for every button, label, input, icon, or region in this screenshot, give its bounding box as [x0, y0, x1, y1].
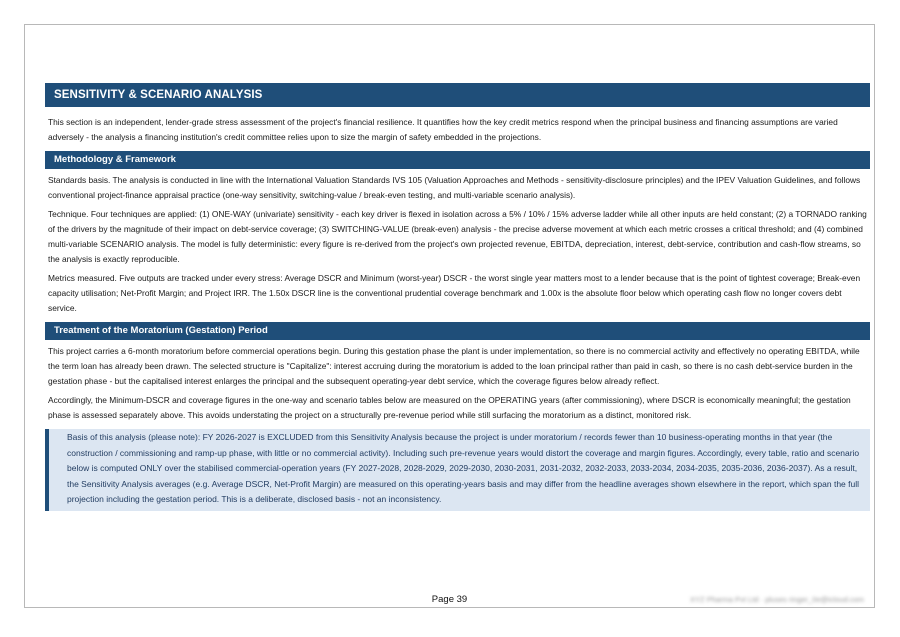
methodology-paragraph-technique: Technique. Four techniques are applied: (1) ONE-WAY (univariate) sensitivity - each key driver is flexed in isolation across a 5% / 10% / 15% adverse ladder while all other inputs are held constant; (2) a TORNADO ranking of the drivers by the magnitude of their impact on debt-service coverage; (3) SWITCHING-VALUE (break-even) analysis - the precise adverse movement at which each metric crosses a critical threshold; and (4) combined multi-variable SCENARIO analysis. The model is fully deterministic: every figure is re-derived from the project's own projected revenue, EBITDA, depreciation, interest, debt-service, contribution and cash-flow streams, so the analysis is exactly reproducible.	[48, 209, 867, 264]
basis-note-text: Basis of this analysis (please note): FY 2026-2027 is EXCLUDED from this Sensitivity Analysis because the project is under moratorium / records fewer than 10 business-operating months in that year (the construction / commissioning and ramp-up phase, with little or no commercial activity). Including such pre-revenue years would distort the coverage and margin figures. Accordingly, every table, ratio and scenario below is computed ONLY over the stabilised commercial-operation years (FY 2027-2028, 2028-2029, 2029-2030, 2030-2031, 2031-2032, 2032-2033, 2033-2034, 2034-2035, 2035-2036, 2036-2037). As a result, the Sensitivity Analysis averages (e.g. Average DSCR, Net-Profit Margin) are measured on this operating-years basis and may differ from the headline averages shown elsewhere in the report, which span the full projection including the gestation period. This is a deliberate, disclosed basis - not an inconsistency.	[67, 432, 860, 504]
footer-company-email: XYZ Pharma Pvt Ltd · pluses ringer_0e@icloud.com	[690, 595, 864, 604]
moratorium-paragraph-accordingly: Accordingly, the Minimum-DSCR and coverage figures in the one-way and scenario tables below are measured on the OPERATING years (after commissioning), where DSCR is economically meaningful; the gestation phase is assessed separately above. This avoids understating the project on a structurally pre-revenue period while still surfacing the moratorium as a distinct, monitored risk.	[48, 395, 851, 420]
basis-note-callout	[45, 429, 870, 511]
moratorium-heading: Treatment of the Moratorium (Gestation) Period	[45, 322, 870, 340]
intro-paragraph: This section is an independent, lender-grade stress assessment of the project's financial resilience. It quantifies how the key credit metrics respond when the principal business and financing assumptions are varied adversely - the analysis a financing institution's credit committee relies upon to size the margin of safety embedded in the projections.	[48, 117, 838, 142]
page-content	[45, 83, 870, 511]
moratorium-paragraph-structure: This project carries a 6-month moratorium before commercial operations begin. During this gestation phase the plant is under implementation, so there is no commercial activity and effectively no operating EBITDA, while the term loan has already been drawn. The selected structure is "Capitalize": interest accruing during the moratorium is added to the loan principal rather than paid in cash, so there is no cash debt-service burden in the gestation phase - but the capitalised interest enlarges the principal and the subsequent operating-year debt service, which the coverage figures below already reflect.	[48, 346, 860, 386]
methodology-heading: Methodology & Framework	[45, 151, 870, 169]
methodology-paragraph-metrics: Metrics measured. Five outputs are tracked under every stress: Average DSCR and Minimum (worst-year) DSCR - the worst single year matters most to a lender because that is the point of tightest coverage; Break-even capacity utilisation; Net-Profit Margin; and Project IRR. The 1.50x DSCR line is the conventional prudential coverage benchmark and 1.00x is the absolute floor below which operating cash flow no longer covers debt service.	[48, 273, 861, 313]
methodology-paragraph-standards: Standards basis. The analysis is conducted in line with the International Valuation Standards IVS 105 (Valuation Approaches and Methods - sensitivity-disclosure principles) and the IPEV Valuation Guidelines, and follows conventional project-finance appraisal practice (one-way sensitivity, switching-value / break-even testing, and multi-variable scenario analysis).	[48, 175, 861, 200]
document-page	[24, 24, 875, 608]
section-title: SENSITIVITY & SCENARIO ANALYSIS	[45, 83, 870, 107]
page-number: Page 39	[431, 594, 468, 605]
